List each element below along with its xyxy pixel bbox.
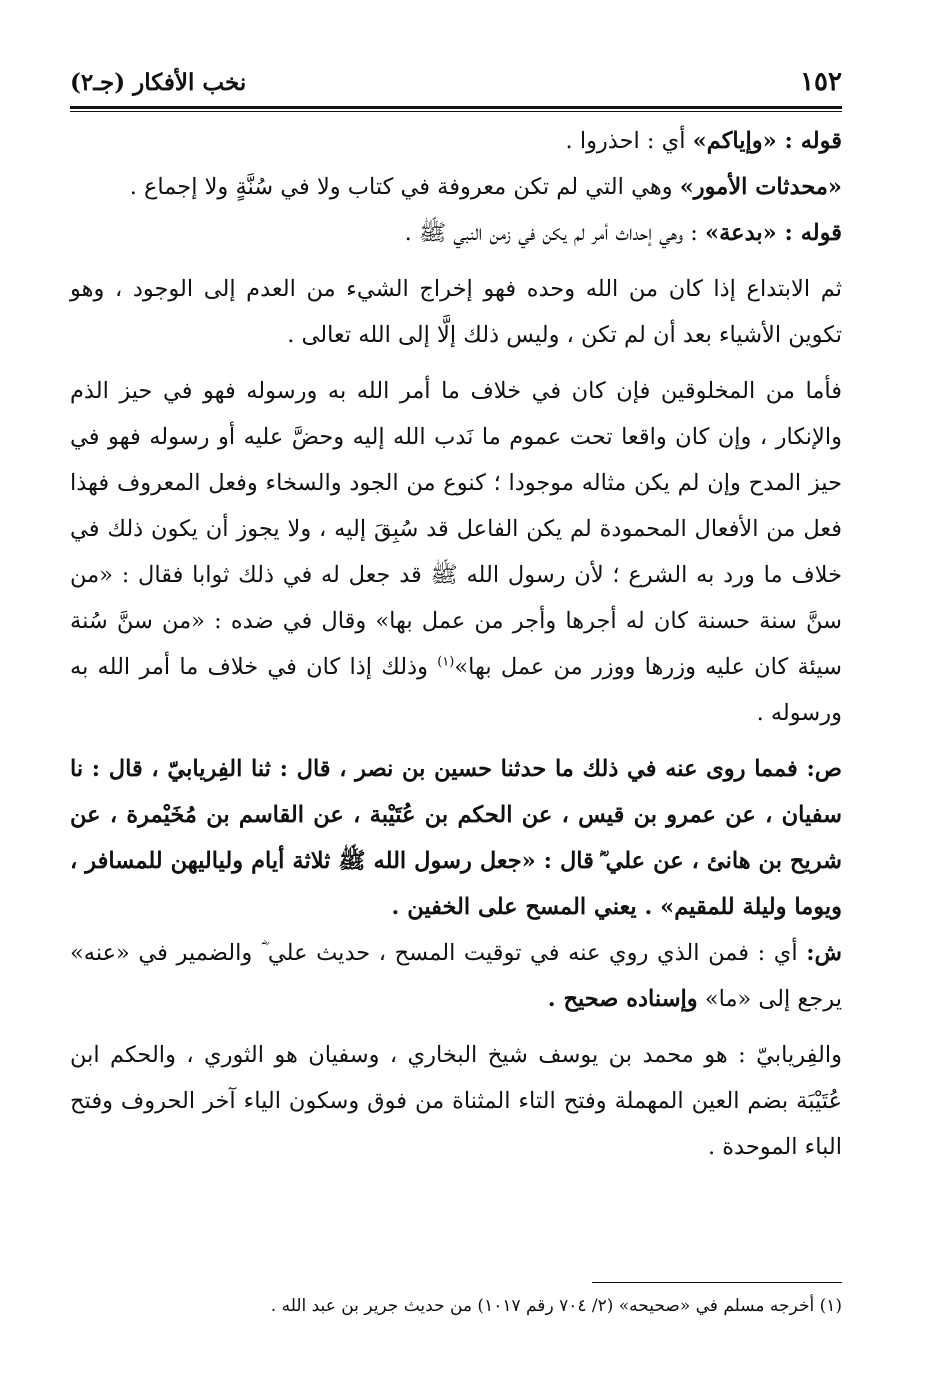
paragraph-5-text: فأما من المخلوقين فإن كان في خلاف ما أمر الله به ورسوله فهو في حيز الذم والإنكار ، وإن كان واقعا تحت عموم ما نَدب الله إليه وحضَّ عليه أو رسوله فهو في حيز المدح وإن لم يكن مثاله موجودا ؛ كنوع من الجود والسخاء وفعل المعروف فهذا فعل من الأفعال المحمودة لم يكن الفاعل قد سُبِقَ إليه ، ولا يجوز أن يكون ذلك في خلاف ما ورد به الشرع ؛ لأن رسول الله ﷺ قد جعل له في ذلك ثوابا فقال : «من سنَّ سنة حسنة كان له أجرها وأجر من عمل بها» وقال في ضده : «من سنَّ سُنة سيئة كان عليه وزرها ووزر من عمل بها» [70,378,842,680]
paragraph-2-text: وهي التي لم تكن معروفة في كتاب ولا في سُنَّةٍ ولا إجماع . [129,174,680,200]
page-body [70,58,842,1170]
footnote-1: (١) أخرجه مسلم في «صحيحه» (٢/ ٧٠٤ رقم ١٠١٧) من حديث جرير بن عبد الله . [270,1296,842,1316]
footnote-reference: (١) [437,654,455,670]
paragraph-1-bold: قوله : «وإياكم» [692,128,842,154]
footnote-rule [592,1282,842,1283]
paragraph-8 [70,1032,842,1170]
paragraph-7-bold-end: وإسناده صحيح . [547,986,698,1012]
paragraph-5-text-end: وذلك إذا كان في خلاف ما أمر الله به ورسوله . [70,654,842,726]
paragraph-5 [70,368,842,736]
book-title: نخب الأفكار (جـ٢) [70,68,247,96]
paragraph-2 [70,164,842,210]
paragraph-7-text: أي : فمن الذي روي عنه في توقيت المسح ، حديث علي ؓ والضمير في «عنه» يرجع إلى «ما» [70,940,842,1012]
paragraph-7 [70,930,842,1022]
paragraph-4-text: ثم الابتداع إذا كان من الله وحده فهو إخراج الشيء من العدم إلى الوجود ، وهو تكوين الأشياء بعد أن لم تكن ، وليس ذلك إلَّا إلى الله تعالى . [70,276,842,348]
paragraph-6-hadith [70,746,842,930]
paragraph-3-bold: قوله : «بدعة» [705,220,842,246]
paragraph-1 [70,118,842,164]
footnotes [70,1282,842,1321]
paragraph-6-bold: ص: فمما روى عنه في ذلك ما حدثنا حسين بن نصر ، قال : ثنا الفِريابيّ ، قال : نا سفيان ، عن عمرو بن قيس ، عن الحكم بن عُتَيْبة ، عن القاسم بن مُخَيْمرة ، عن شريح بن هانئ ، عن علي ؓ قال : «جعل رسول الله ﷺ ثلاثة أيام ولياليهن للمسافر ، ويوما وليلة للمقيم» . يعني المسح على الخفين . [70,756,842,920]
page-number: ١٥٢ [800,67,842,97]
paragraph-7-bold: ش: [806,940,842,966]
running-header [70,58,842,106]
paragraph-3 [70,210,842,256]
paragraph-1-text: أي : احذروا . [565,128,693,154]
header-rule [70,106,842,112]
paragraph-2-bold: «محدثات الأمور» [679,174,842,200]
paragraph-3-text: : وهي إحداث أمر لم يكن في زمن النبي ﷺ . [404,220,706,246]
paragraph-8-text: والفِريابيّ : هو محمد بن يوسف شيخ البخاري ، وسفيان هو الثوري ، والحكم ابن عُتَيْبَة بضم العين المهملة وفتح التاء المثناة من فوق وسكون الياء آخر الحروف وفتح الباء الموحدة . [70,1042,842,1160]
paragraph-4 [70,266,842,358]
